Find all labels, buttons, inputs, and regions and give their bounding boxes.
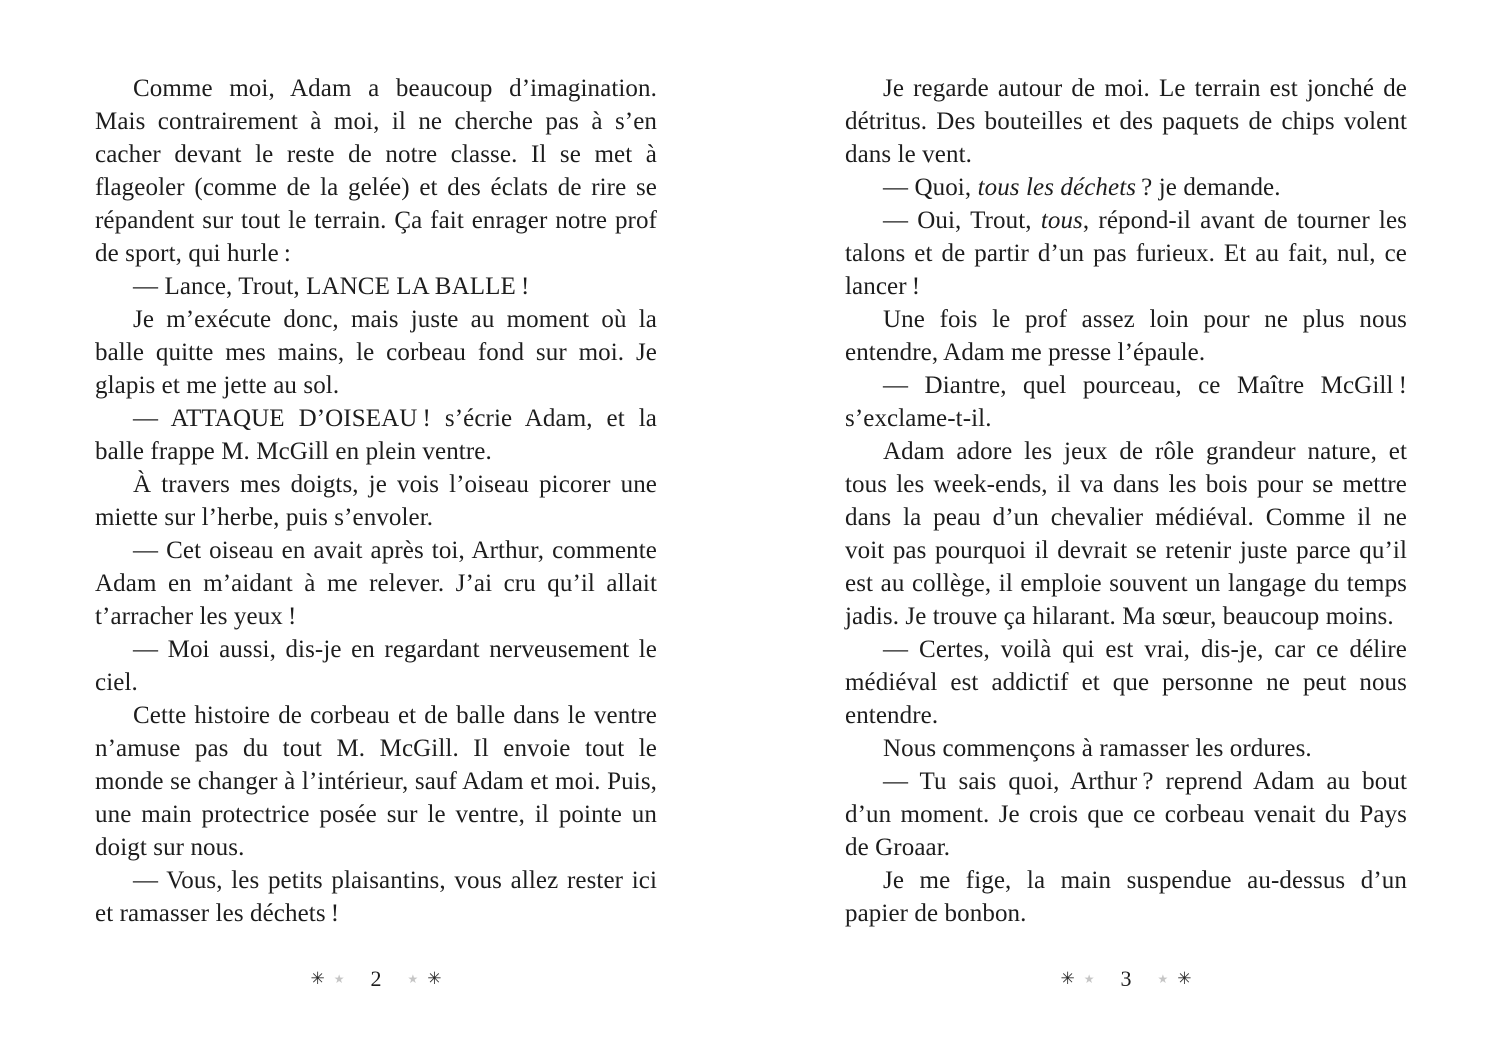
text-segment: Une fois le prof assez loin pour ne plus nous entendre, Adam me presse l’épaule.: [845, 306, 1407, 366]
paragraph: [845, 732, 1407, 765]
paragraph: [95, 72, 657, 270]
paragraph: [845, 171, 1407, 204]
paragraph: [845, 204, 1407, 303]
paragraph: [95, 468, 657, 534]
paragraph: [95, 699, 657, 864]
text-segment: — Cet oiseau en avait après toi, Arthur, commente Adam en m’aidant à me relever. J’ai cru qu’il allait t’arracher les yeux !: [95, 537, 657, 630]
paragraph: [95, 864, 657, 930]
paragraph: [845, 864, 1407, 930]
text-segment: — Tu sais quoi, Arthur ? reprend Adam au bout d’un moment. Je crois que ce corbeau venait du Pays de Groaar.: [845, 768, 1407, 861]
page-3-text-column: [845, 72, 1407, 930]
text-segment: — Vous, les petits plaisantins, vous allez rester ici et ramasser les déchets !: [95, 867, 657, 927]
paragraph: [845, 72, 1407, 171]
text-segment: Nous commençons à ramasser les ordures.: [883, 735, 1312, 762]
page-2-text-column: [95, 72, 657, 930]
text-segment: — Quoi,: [883, 174, 978, 201]
text-segment: — Certes, voilà qui est vrai, dis-je, car ce délire médiéval est addictif et que personne ne peut nous entendre.: [845, 636, 1407, 729]
star-ornament-icon: ★: [333, 972, 345, 986]
text-segment: Je me fige, la main suspendue au-dessus d’un papier de bonbon.: [845, 867, 1407, 927]
paragraph: [95, 270, 657, 303]
paragraph: [845, 435, 1407, 633]
text-segment: Cette histoire de corbeau et de balle dans le ventre n’amuse pas du tout M. McGill. Il envoie tout le monde se changer à l’intérieur, sauf Adam et moi. Puis, une main protectrice posée sur le ventre, il pointe un doigt sur nous.: [95, 702, 657, 861]
paragraph: [95, 534, 657, 633]
asterisk-ornament-icon: ✳: [427, 968, 442, 989]
asterisk-ornament-icon: ✳: [1177, 968, 1192, 989]
italic-text-segment: tous: [1040, 207, 1083, 234]
page-2-footer: [95, 968, 657, 990]
text-segment: Comme moi, Adam a beaucoup d’imagination. Mais contrairement à moi, il ne cherche pas à s’en cacher devant le reste de notre classe. Il se met à flageoler (comme de la gelée) et des éclats de rire se répandent sur tout le terrain. Ça fait enrager notre prof de sport, qui hurle :: [95, 75, 657, 267]
star-ornament-icon: ★: [1083, 972, 1095, 986]
text-segment: Adam adore les jeux de rôle grandeur nature, et tous les week-ends, il va dans les bois pour se mettre dans la peau d’un chevalier médiéval. Comme il ne voit pas pourquoi il devrait se retenir juste parce qu’il est au collège, il emploie souvent un langage du temps jadis. Je trouve ça hilarant. Ma sœur, beaucoup moins.: [845, 438, 1407, 630]
text-segment: — Moi aussi, dis-je en regardant nerveusement le ciel.: [95, 636, 657, 696]
paragraph: [845, 303, 1407, 369]
paragraph: [845, 765, 1407, 864]
text-segment: — ATTAQUE D’OISEAU ! s’écrie Adam, et la balle frappe M. McGill en plein ventre.: [95, 405, 657, 465]
asterisk-ornament-icon: ✳: [1060, 968, 1075, 989]
page-number: 3: [1120, 966, 1132, 991]
paragraph: [95, 303, 657, 402]
text-segment: Je regarde autour de moi. Le terrain est jonché de détritus. Des bouteilles et des paquets de chips volent dans le vent.: [845, 75, 1407, 168]
page-number: 2: [370, 966, 382, 991]
text-segment: Je m’exécute donc, mais juste au moment où la balle quitte mes mains, le corbeau fond sur moi. Je glapis et me jette au sol.: [95, 306, 657, 399]
page-3-footer: [845, 968, 1407, 990]
text-segment: — Diantre, quel pourceau, ce Maître McGill ! s’exclame-t-il.: [845, 372, 1407, 432]
paragraph: [845, 633, 1407, 732]
italic-text-segment: tous les déchets: [977, 174, 1137, 201]
text-segment: — Oui, Trout,: [883, 207, 1041, 234]
text-segment: ? je demande.: [1136, 174, 1281, 201]
paragraph: [95, 402, 657, 468]
text-segment: — Lance, Trout, LANCE LA BALLE !: [133, 273, 530, 300]
paragraph: [845, 369, 1407, 435]
paragraph: [95, 633, 657, 699]
text-segment: , répond-il avant de tourner les talons et de partir d’un pas furieux. Et au fait, nul, ce lancer !: [845, 207, 1407, 300]
star-ornament-icon: ★: [407, 972, 419, 986]
asterisk-ornament-icon: ✳: [310, 968, 325, 989]
star-ornament-icon: ★: [1157, 972, 1169, 986]
text-segment: À travers mes doigts, je vois l’oiseau picorer une miette sur l’herbe, puis s’envoler.: [95, 471, 657, 531]
